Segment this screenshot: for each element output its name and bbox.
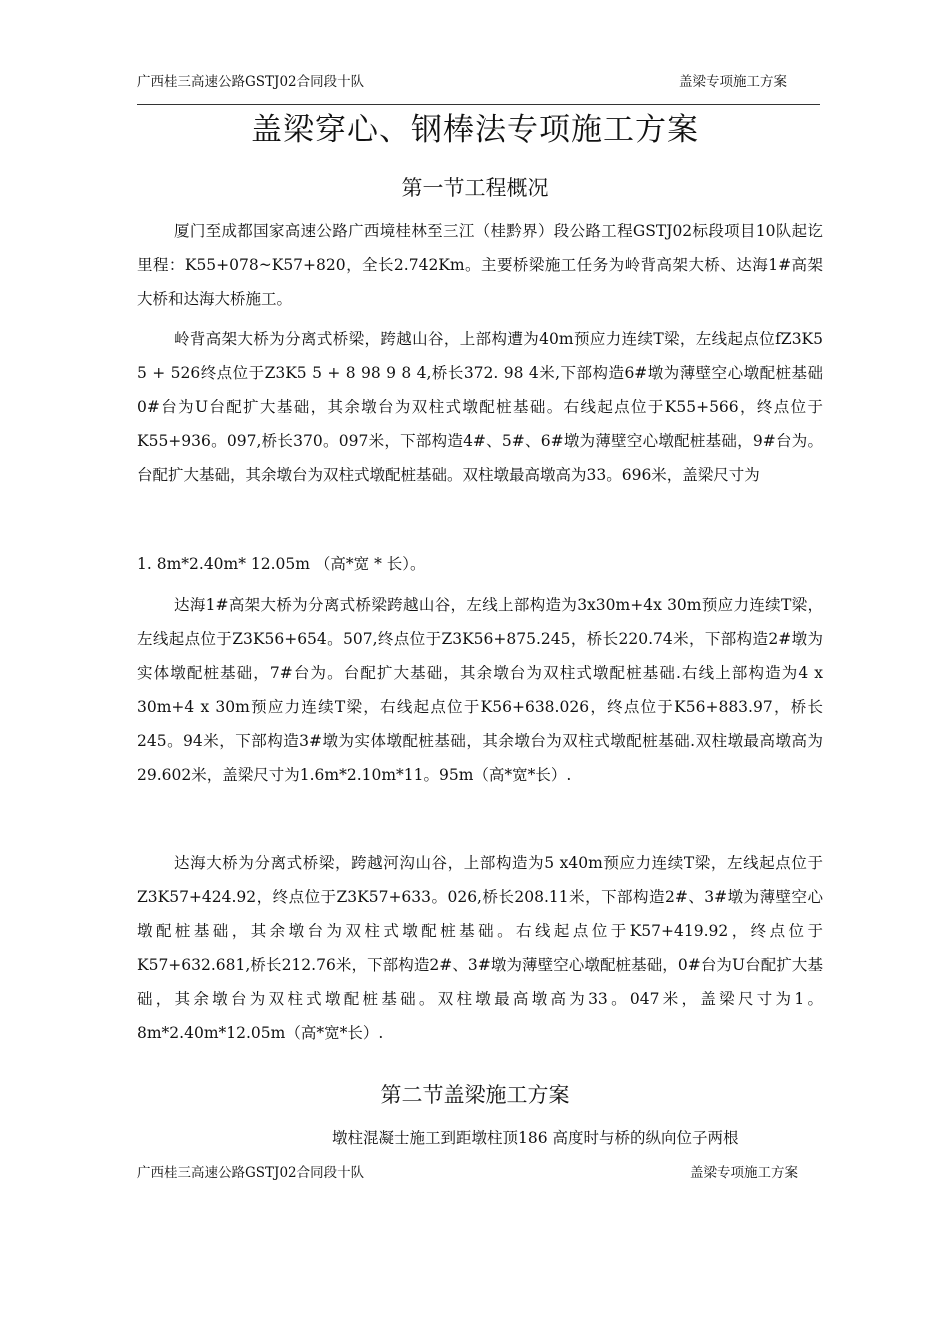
paragraph-project-overview: 厦门至成都国家高速公路广西境桂林至三江（桂黔界）段公路工程GSTJ02标段项目10队起讫里程：K55+078~K57+820，全长2.742Km。主要桥梁施工任务为岭背高架大桥、达海1#高架大桥和达海大桥施工。 <box>137 222 823 308</box>
section-1-heading: 第一节工程概况 <box>401 176 549 200</box>
paragraph-dahai-bridge: 达海大桥为分离式桥梁，跨越河沟山谷，上部构造为5 x40m预应力连续T梁，左线起点位于Z3K57+424.92，终点位于Z3K57+633。026,桥长208.11米，下部构造2#、3#墩为薄壁空心墩配桩基础，其余墩台为双柱式墩配桩基础。右线起点位于K57+419.92，终点位于K57+632.681,桥长212.76米，下部构造2#、3#墩为薄壁空心墩配桩基础，0#台为U台配扩大基础，其余墩台为双柱式墩配桩基础。双柱墩最高墩高为33。047米，盖梁尺寸为1。8m*2.40m*12.05m（高*宽*长）. <box>137 854 823 1042</box>
document-title: 盖梁穿心、钢棒法专项施工方案 <box>251 112 699 148</box>
paragraph-lingbei-capbeam-size: 1. 8m*2.40m* 12.05m （高*宽 * 长）。 <box>137 555 426 573</box>
paragraph-lingbei-bridge: 岭背高架大桥为分离式桥梁，跨越山谷，上部构遭为40m预应力连续T梁，左线起点位fZ3K5 5 + 526终点位于Z3K5 5 + 8 98 9 8 4,桥长372. 98 4米,下部构造6#墩为薄壁空心墩配桩基础0#台为U台配扩大基础，其余墩台为双柱式墩配桩基础。右线起点位于K55+566，终点位于K55+936。097,桥长370。097米，下部构造4#、5#、6#墩为薄壁空心墩配桩基础，9#台为。台配扩大基础，其余墩台为双柱式墩配桩基础。双柱墩最高墩高为33。696米，盖梁尺寸为 <box>137 330 823 484</box>
page-footer <box>137 1161 820 1185</box>
section-2-heading: 第二节盖梁施工方案 <box>380 1083 570 1107</box>
footer-organization: 广西桂三高速公路GSTJ02合同段十队 <box>137 1165 365 1181</box>
page-header <box>137 68 820 105</box>
footer-document-name: 盖梁专项施工方案 <box>690 1165 798 1181</box>
paragraph-capbeam-plan-start: 墩柱混凝士施工到距墩柱顶186 高度时与桥的纵向位子两根 <box>332 1129 739 1147</box>
header-document-name: 盖梁专项施工方案 <box>679 74 787 90</box>
paragraph-dahai1-bridge: 达海1#高架大桥为分离式桥梁跨越山谷，左线上部构造为3x30m+4x 30m预应力连续T梁，左线起点位于Z3K56+654。507,终点位于Z3K56+875.245，桥长220.74米，下部构造2#墩为实体墩配桩基础，7#台为。台配扩大基础，其余墩台为双柱式墩配桩基础.右线上部构造为4 x 30m+4 x 30m预应力连续T梁，右线起点位于K56+638.026，终点位于K56+883.97，桥长245。94米，下部构造3#墩为实体墩配桩基础，其余墩台为双柱式墩配桩基础.双柱墩最高墩高为29.602米，盖梁尺寸为1.6m*2.10m*11。95m（高*宽*长）. <box>137 596 823 784</box>
header-organization: 广西桂三高速公路GSTJ02合同段十队 <box>137 74 365 90</box>
